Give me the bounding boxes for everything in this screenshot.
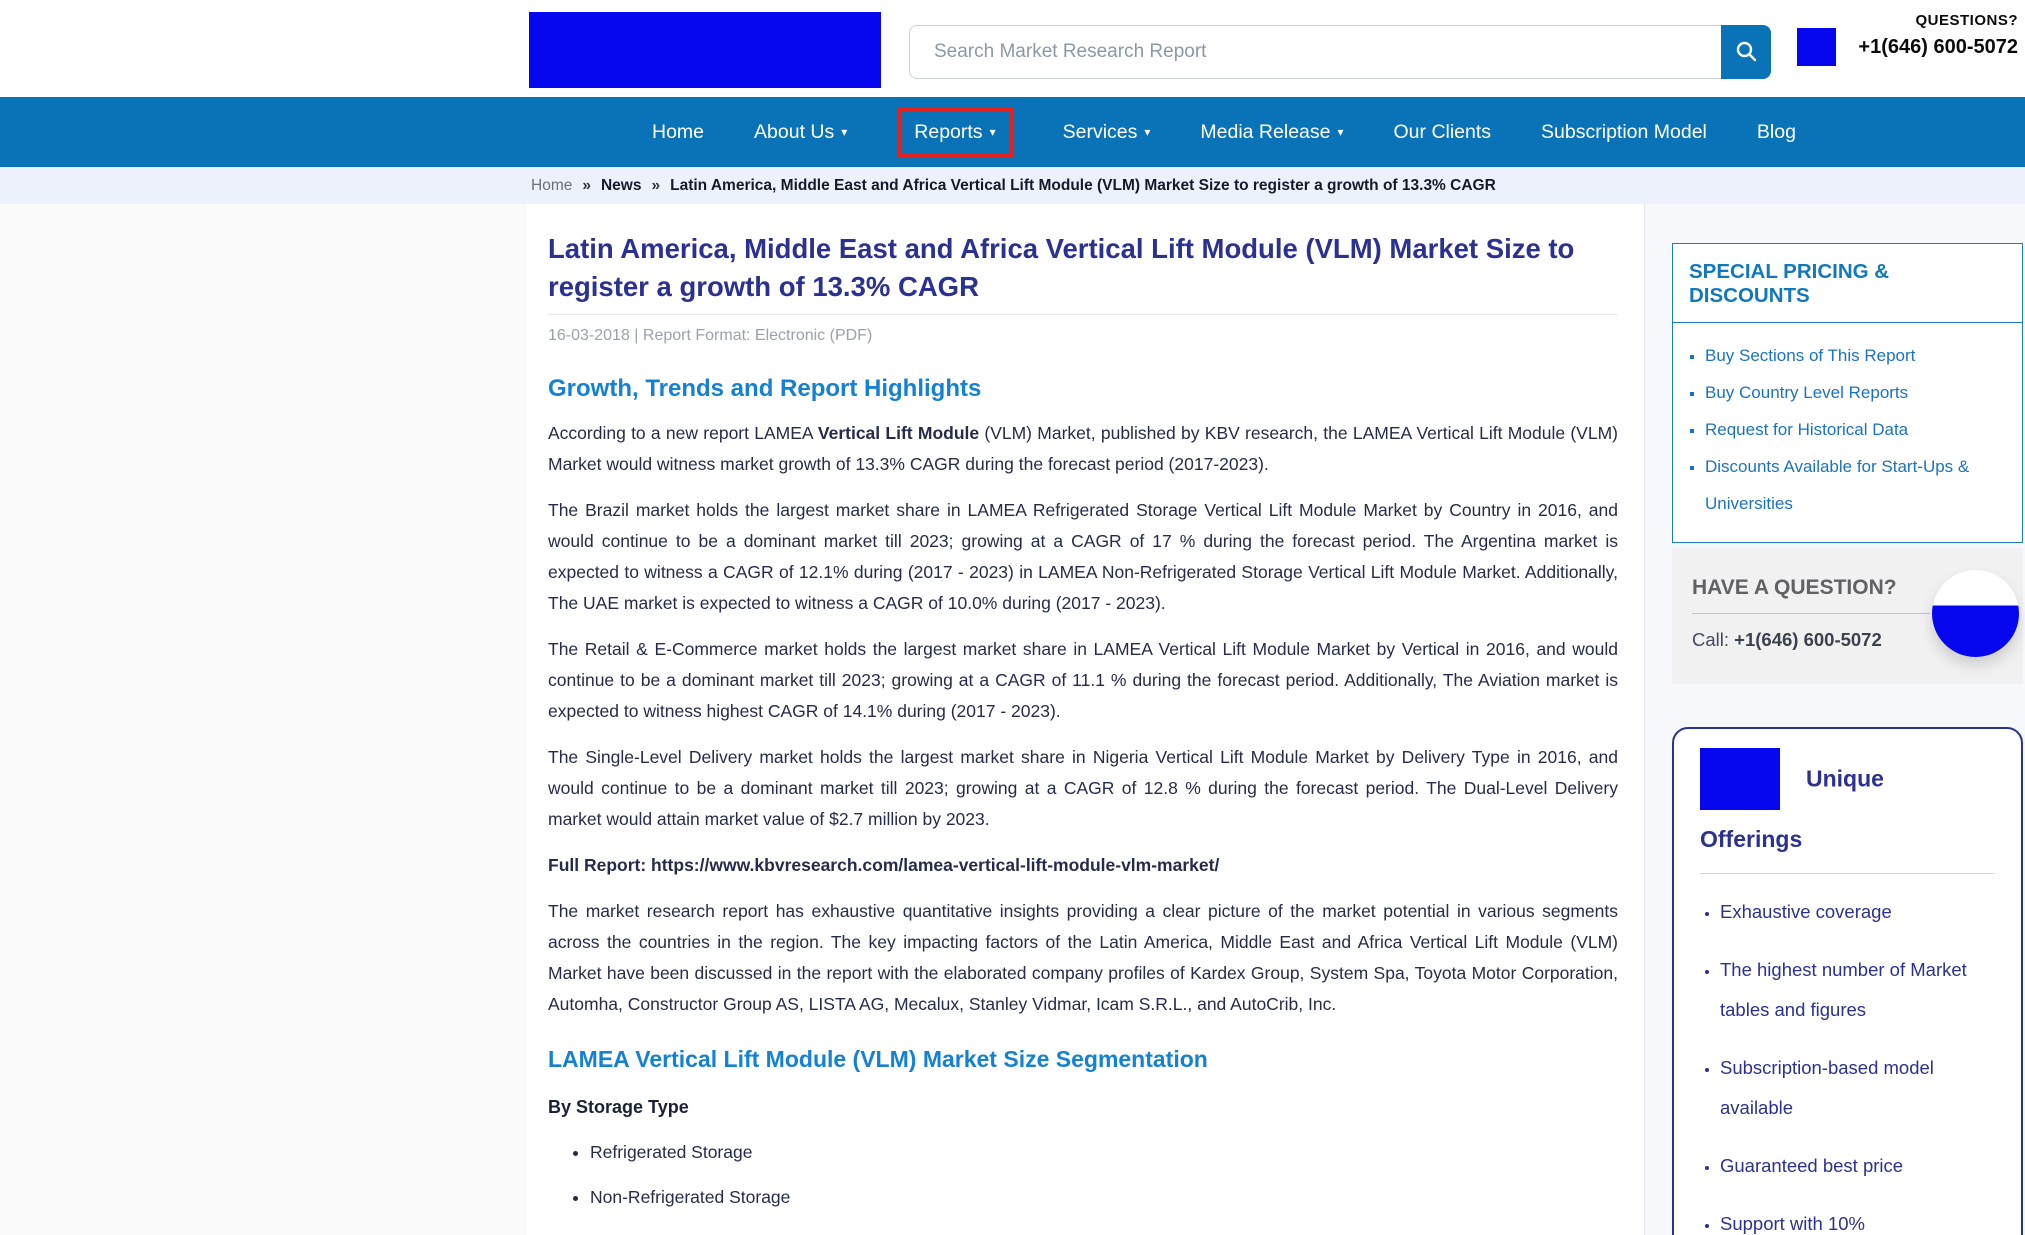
title-divider	[548, 314, 1618, 315]
discounts-link[interactable]: ▪ Discounts Available for Start-Ups & Universities	[1705, 448, 2008, 522]
have-a-question-panel	[1672, 548, 2023, 684]
breadcrumb	[0, 167, 2025, 204]
offerings-list	[1700, 892, 1995, 1235]
historical-data-link[interactable]: ▪ Request for Historical Data	[1705, 411, 2008, 448]
question-divider	[1692, 613, 1930, 614]
buy-country-reports-link[interactable]: ▪ Buy Country Level Reports	[1705, 374, 2008, 411]
offerings-divider	[1700, 873, 1995, 874]
page-title: Latin America, Middle East and Africa Vertical Lift Module (VLM) Market Size to register a growth of 13.3% CAGR	[548, 233, 1575, 302]
bold-vertical-lift-module: Vertical Lift Module	[817, 423, 980, 443]
chevron-down-icon: ▾	[989, 124, 996, 139]
paragraph-1: According to a new report LAMEA Vertical Lift Module (VLM) Market, published by KBV research, the LAMEA Vertical Lift Module (VLM) Market would witness market growth of 13.3% CAGR during the forecast period (2017-2023).	[548, 423, 1618, 474]
full-report-link[interactable]: Full Report: https://www.kbvresearch.com/lamea-vertical-lift-module-vlm-market/	[548, 855, 1220, 875]
content-sidebar-divider	[1644, 204, 1645, 1235]
phone-icon	[1797, 28, 1836, 66]
breadcrumb-news-link[interactable]: News	[600, 176, 642, 194]
special-pricing-list	[1673, 329, 2022, 542]
list-item: • Guaranteed best price	[1720, 1146, 1995, 1186]
nav-home[interactable]: Home	[652, 120, 705, 143]
header-contact	[1858, 12, 2018, 59]
breadcrumb-home-link[interactable]: Home	[531, 176, 573, 194]
search-button[interactable]	[1721, 25, 1771, 79]
by-storage-type-heading: By Storage Type	[548, 1097, 689, 1117]
site-logo[interactable]	[529, 12, 881, 88]
list-item: • The highest number of Market tables and figures	[1720, 950, 1995, 1030]
article-meta: 16-03-2018 | Report Format: Electronic (PDF)	[548, 327, 873, 344]
breadcrumb-separator: »	[651, 176, 661, 194]
offerings-logo	[1700, 748, 1780, 810]
nav-services[interactable]: Services ▾	[1062, 120, 1151, 143]
chevron-down-icon: ▾	[1337, 124, 1344, 139]
unique-offerings-box	[1672, 727, 2023, 1235]
search-bar	[909, 25, 1771, 79]
section-heading-growth: Growth, Trends and Report Highlights	[548, 375, 982, 402]
header-phone-number[interactable]: +1(646) 600-5072	[1858, 36, 2018, 58]
left-margin-background	[0, 204, 527, 1235]
nav-media-release[interactable]: Media Release ▾	[1200, 120, 1344, 143]
article	[548, 204, 1618, 1208]
offerings-title-line2: Offerings	[1700, 826, 1803, 852]
chevron-down-icon: ▾	[841, 124, 848, 139]
paragraph-5: The market research report has exhaustive quantitative insights providing a clear picture of the market potential in various segments across the countries in the region. The key impacting factors of the Latin America, Middle East and Africa Vertical Lift Module (VLM) Market have been discussed in the report with the elaborated company profiles of Kardex Group, System Spa, Toyota Motor Corporation, Automha, Constructor Group AS, LISTA AG, Mecalux, Stanley Vidmar, Icam S.R.L., and AutoCrib, Inc.	[548, 901, 1618, 1014]
offerings-title-line1: Unique	[1806, 765, 1884, 792]
list-item: • Support with 10%	[1720, 1204, 1995, 1235]
list-item: • Non-Refrigerated Storage	[590, 1187, 1618, 1208]
nav-our-clients[interactable]: Our Clients	[1393, 120, 1492, 143]
paragraph-4: The Single-Level Delivery market holds the largest market share in Nigeria Vertical Lift Module Market by Delivery Type in 2016, and would continue to be a dominant market till 2023; growing at a CAGR of 12.8 % during the forecast period. The Dual-Level Delivery market would attain market value of $2.7 million by 2023.	[548, 747, 1618, 829]
paragraph-2: The Brazil market holds the largest market share in LAMEA Refrigerated Storage Vertical Lift Module Market by Country in 2016, and would continue to be a dominant market till 2023; growing at a CAGR of 17 % during the forecast period. The Argentina market is expected to witness a CAGR of 12.1% during (2017 - 2023) in LAMEA Non-Refrigerated Storage Vertical Lift Module Market. Additionally, The UAE market is expected to witness a CAGR of 10.0% during (2017 - 2023).	[548, 500, 1618, 613]
search-icon	[1734, 39, 1758, 66]
section-heading-segmentation: LAMEA Vertical Lift Module (VLM) Market Size Segmentation	[548, 1046, 1208, 1072]
main-nav	[0, 97, 2025, 167]
have-a-question-title: HAVE A QUESTION?	[1692, 576, 1897, 599]
list-item: • Exhaustive coverage	[1720, 892, 1995, 932]
nav-blog[interactable]: Blog	[1756, 120, 1796, 143]
breadcrumb-current-page: Latin America, Middle East and Africa Vertical Lift Module (VLM) Market Size to register a growth of 13.3% CAGR	[670, 176, 1496, 194]
breadcrumb-separator: »	[582, 176, 591, 194]
nav-about-us[interactable]: About Us ▾	[754, 120, 848, 143]
questions-label: QUESTIONS?	[1915, 12, 2018, 29]
paragraph-3: The Retail & E-Commerce market holds the largest market share in LAMEA Vertical Lift Module Market by Vertical in 2016, and would continue to be a dominant market till 2023; growing at a CAGR of 11.1 % during the forecast period. Additionally, The Aviation market is expected to witness highest CAGR of 14.1% during (2017 - 2023).	[548, 639, 1618, 721]
buy-sections-link[interactable]: ▪ Buy Sections of This Report	[1705, 337, 2008, 374]
special-pricing-box	[1672, 243, 2023, 543]
storage-type-list	[548, 1142, 1618, 1208]
special-pricing-title: SPECIAL PRICING & DISCOUNTS	[1673, 244, 2022, 323]
sidebar-phone-number[interactable]: +1(646) 600-5072	[1734, 629, 1882, 650]
list-item: • Refrigerated Storage	[590, 1142, 1618, 1163]
nav-subscription-model[interactable]: Subscription Model	[1541, 120, 1707, 143]
chevron-down-icon: ▾	[1144, 124, 1151, 139]
call-line: Call: +1(646) 600-5072	[1692, 629, 1882, 650]
search-input[interactable]	[909, 25, 1721, 79]
site-header	[0, 0, 2025, 97]
support-avatar	[1932, 570, 2019, 657]
list-item: • Subscription-based model available	[1720, 1048, 1995, 1128]
nav-reports-highlighted[interactable]: Reports ▾	[897, 107, 1012, 158]
